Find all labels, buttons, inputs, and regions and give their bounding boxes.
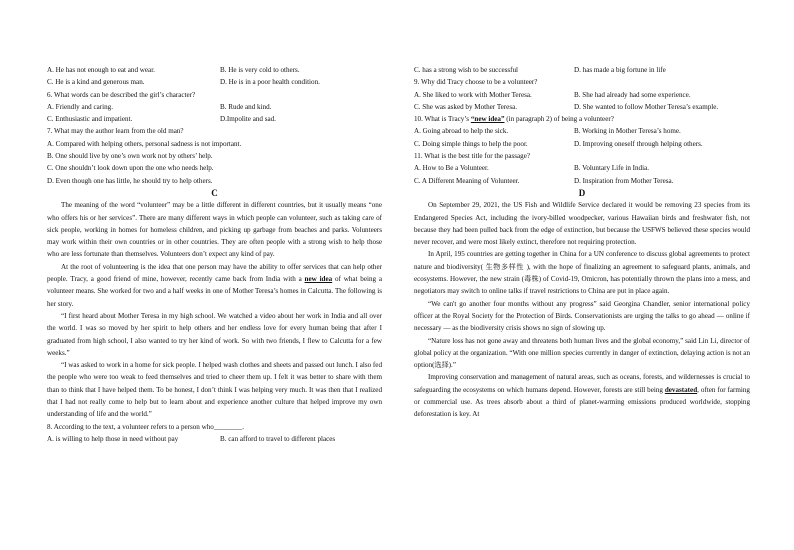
passage-d-paragraph-2: In April, 195 countries are getting together in China for a UN conference to discuss global agreements to protect nature and biodiversity( 生物多样性 ), with the hope of finalizing an agreement to safeguard plants, animals, and ecosystems. However, the new strain (毒株) of Covid-19, Omicron, has potentially thrown the plans into a mess, and negotiators may switch to online talks if travel restrictions to China are put in place again. [414, 250, 750, 296]
q5-options-row-2 [47, 76, 382, 88]
q11-option-b: B. Voluntary Life in India. [574, 164, 649, 173]
question-10 [414, 113, 750, 125]
q11-option-a: A. How to Be a Volunteer. [414, 164, 489, 173]
q8-options-row-1 [47, 433, 382, 445]
q9-options-row-1 [414, 89, 750, 101]
q6-option-d: D.Impolite and sad. [220, 115, 276, 124]
q11-options-row-2 [414, 175, 750, 187]
passage-c-paragraph-2 [47, 261, 382, 310]
q5-option-b: B. He is very cold to others. [220, 66, 300, 74]
q7-option-b: B. One should live by one’s own work not by others’ help. [47, 152, 213, 161]
question-9: 9. Why did Tracy choose to be a volunteer? [414, 78, 538, 87]
q7-option-c: C. One shouldn’t look down upon the one who needs help. [47, 164, 214, 173]
q10-keyword: “new idea” [470, 115, 505, 124]
section-c-heading: C [211, 187, 218, 198]
q7-option-a: A. Compared with helping others, personal sadness is not important. [47, 139, 242, 148]
devastated-keyword: devastated [664, 385, 698, 394]
q6-option-a: A. Friendly and caring. [47, 102, 113, 111]
passage-d-paragraph-5-end: , often for farming or commercial use. As trees absorb about a third of planet-warming emissions produced worldwide, stopping deforestation is key. At [414, 385, 750, 419]
q9-option-a: A. She liked to work with Mother Teresa. [414, 90, 532, 99]
q10-options-row-2 [414, 138, 750, 150]
question-6: 6. What words can be described the girl’s character? [47, 90, 196, 99]
q9-option-c: C. She was asked by Mother Teresa. [414, 102, 517, 111]
left-column [47, 64, 382, 445]
passage-c-paragraph-2-end: of what being a volunteer means. She worked for two and a half weeks in one of Mother Teresa’s homes in Calcutta. The following is her story. [47, 275, 382, 308]
q5-option-d: D. He is in a poor health condition. [220, 78, 320, 87]
q10-option-b: B. Working in Mother Teresa’s home. [574, 127, 681, 136]
q6-option-b: B. Rude and kind. [220, 102, 272, 111]
q9-option-b: B. She had already had some experience. [574, 90, 691, 99]
passage-c-paragraph-1: The meaning of the word “volunteer” may be a little different in different countries, but it usually means “one who offers his or her services”. There are many different ways in which people can volunteer, such as taking care of sick people, working in homes for homeless children, and picking up garbage from beaches and parks. Volunteers may work within their own countries or in other countries. They are often people with a strong wish to help those who are less fortunate than themselves. Volunteers don’t expect any kind of pay. [47, 201, 382, 259]
q11-option-c: C. A Different Meaning of Volunteer. [414, 176, 520, 185]
q10-options-row-1 [414, 125, 750, 137]
q6-option-c: C. Enthusiastic and impatient. [47, 115, 133, 124]
passage-c-paragraph-3: “I first heard about Mother Teresa in my high school. We watched a video about her work in India and all over the world. I was so moved by her spirit to help others and her endless love for every human being that after I graduated from high school, I also wanted to try her kind of work. So with two friends, I flew to Calcutta for a few weeks.” [47, 311, 382, 357]
passage-d-paragraph-5-start: Improving conservation and management of natural areas, such as oceans, forests, and wildernesses is crucial to safeguarding the ecosystems on which humans depend. However, forests are still being [414, 373, 750, 394]
passage-d-paragraph-5 [414, 371, 750, 420]
q6-options-row-2 [47, 113, 382, 125]
q10-text-end: (in paragraph 2) of being a volunteer? [504, 115, 614, 124]
q8-option-b: B. can afford to travel to different places [220, 434, 336, 443]
q8-option-d: D. has made a big fortune in life [574, 66, 666, 74]
q7-option-d: D. Even though one has little, he should try to help others. [47, 176, 213, 185]
q5-options-row-1 [47, 64, 382, 76]
q5-option-a: A. He has not enough to eat and wear. [47, 66, 155, 74]
passage-d-paragraph-3: “We can't go another four months without any progress” said Georgina Chandler, senior international policy officer at the Royal Society for the Protection of Birds. Conservationists are urging the talks to go ahead — online if necessary — as the biodiversity crisis shows no sign of slowing up. [414, 299, 750, 333]
q8-option-c: C. has a strong wish to be successful [414, 66, 519, 74]
question-7: 7. What may the author learn from the old man? [47, 127, 184, 136]
q11-options-row-1 [414, 162, 750, 174]
q8-option-a: A. is willing to help those in need without pay [47, 434, 179, 443]
passage-c-paragraph-4: “I was asked to work in a home for sick people. I helped wash clothes and sheets and passed out lunch. I also fed the people who were too weak to feed themselves and tried to cheer them up. I felt it was better to share with them than to think that I have helped them. To be honest, I don’t think I was helping very much. It was then that I realized that I had not really come to help but to learn about and experience another culture that helped improve my own understanding of life and the world.” [47, 361, 382, 419]
new-idea-keyword: new idea [304, 275, 333, 284]
question-8: 8. According to the text, a volunteer refers to a person who________. [47, 422, 244, 431]
question-11: 11. What is the best title for the passage? [414, 152, 531, 161]
section-d-heading: D [578, 187, 586, 198]
q10-text-start: 10. What is Tracy’s [414, 115, 471, 124]
passage-c-paragraph-2-start: At the root of volunteering is the idea that one person may have the ability to offer services that can help other people. Tracy, a good friend of mine, however, recently came back from India with a [47, 262, 382, 284]
q9-option-d: D. She wanted to follow Mother Teresa’s example. [574, 102, 719, 111]
q11-option-d: D. Inspiration from Mother Teresa. [574, 176, 674, 185]
q6-options-row-1 [47, 101, 382, 113]
q8-options-row-2 [414, 64, 750, 76]
q10-option-c: C. Doing simple things to help the poor. [414, 139, 528, 148]
passage-d-paragraph-4: “Nature loss has not gone away and threatens both human lives and the global economy,” said Lin Li, director of global policy at the organization. “With one million species currently in danger of extinction, delaying action is not an option(选择).” [414, 336, 750, 370]
q10-option-d: D. Improving oneself through helping others. [574, 139, 703, 148]
q10-option-a: A. Going abroad to help the sick. [414, 127, 509, 136]
q9-options-row-2 [414, 101, 750, 113]
q5-option-c: C. He is a kind and generous man. [47, 78, 145, 87]
passage-d-paragraph-1: On September 29, 2021, the US Fish and Wildlife Service declared it would be removing 23 species from its Endangered Species Act, including the ivory-billed woodpecker, various Hawaiian birds and freshwater fish, not because they had been pulled back from the edge of extinction, but because the USFWS believed these species would never recover, and were most likely extinct, therefore not requiring protection. [414, 201, 750, 247]
right-column [414, 64, 750, 421]
